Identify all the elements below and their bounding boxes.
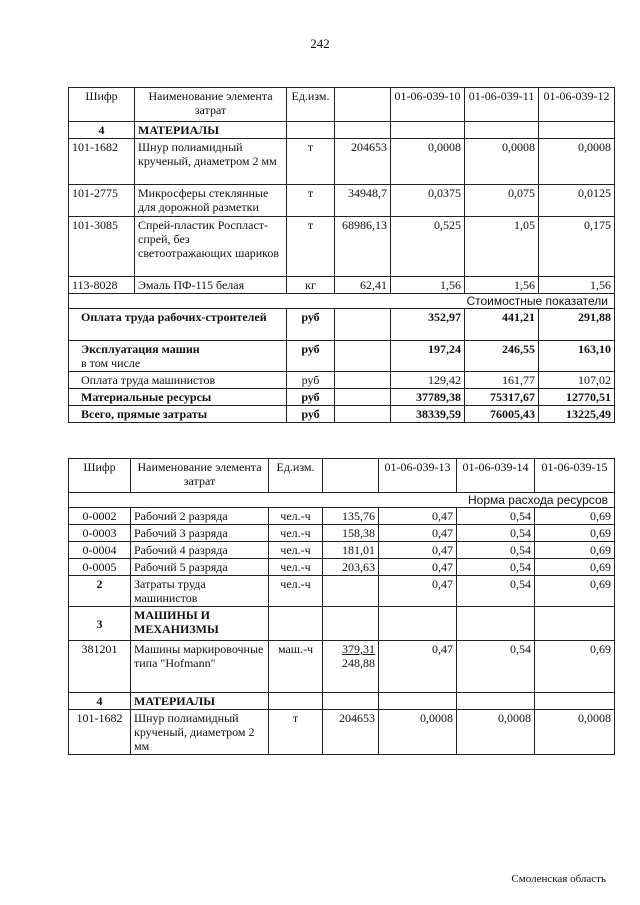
value-2: 441,21 (465, 309, 539, 341)
page-number: 242 (310, 36, 330, 51)
worker-price: 181,01 (323, 542, 379, 559)
section-number: 4 (69, 122, 135, 139)
section-number: 3 (69, 607, 131, 641)
section-title: МАТЕРИАЛЫ (135, 122, 287, 139)
cost-unit: руб (287, 372, 335, 389)
table-row (69, 508, 615, 525)
value-2: 1,05 (465, 217, 539, 277)
value-3: 0,69 (535, 641, 615, 693)
machine-price-1: 379,31 (342, 642, 375, 656)
value-2: 0,54 (457, 559, 535, 576)
value-2: 1,56 (465, 277, 539, 294)
value-1: 1,56 (391, 277, 465, 294)
value-3: 107,02 (539, 372, 615, 389)
material-unit: т (287, 139, 335, 185)
table-row (69, 542, 615, 559)
table-row (69, 525, 615, 542)
machinists-name: Затраты труда машинистов (131, 576, 269, 607)
value-3: 0,69 (535, 508, 615, 525)
value-2: 246,55 (465, 341, 539, 372)
header-col-15: 01-06-039-15 (535, 459, 615, 493)
value-3: 0,0008 (539, 139, 615, 185)
value-3: 0,69 (535, 576, 615, 607)
cost-subtitle: в том числе (81, 356, 141, 370)
worker-unit: чел.-ч (269, 542, 323, 559)
material-unit: т (287, 217, 335, 277)
value-3: 0,69 (535, 542, 615, 559)
table-2 (68, 458, 615, 755)
value-1: 37789,38 (391, 389, 465, 406)
value-1: 0,47 (379, 576, 457, 607)
worker-code: 0-0003 (69, 525, 131, 542)
header-price (335, 88, 391, 122)
material-price: 62,41 (335, 277, 391, 294)
table-1 (68, 87, 615, 423)
value-3: 291,88 (539, 309, 615, 341)
value-3: 163,10 (539, 341, 615, 372)
material-code: 101-1682 (69, 139, 135, 185)
table-row (69, 389, 615, 406)
footer-region: Смоленская область (511, 873, 606, 885)
section-row (69, 607, 615, 641)
table-row (69, 139, 615, 185)
worker-unit: чел.-ч (269, 508, 323, 525)
table-row (69, 641, 615, 693)
section-row (69, 122, 615, 139)
section-title: МАШИНЫ И МЕХАНИЗМЫ (131, 607, 269, 641)
material-code: 101-1682 (69, 710, 131, 755)
section-row (69, 693, 615, 710)
value-2: 0,075 (465, 185, 539, 217)
machine-code: 381201 (69, 641, 131, 693)
section-title: МАТЕРИАЛЫ (131, 693, 269, 710)
cost-unit: руб (287, 389, 335, 406)
value-2: 76005,43 (465, 406, 539, 423)
machinists-code: 2 (69, 576, 131, 607)
worker-code: 0-0005 (69, 559, 131, 576)
band-row (69, 493, 615, 508)
value-2: 0,0008 (457, 710, 535, 755)
worker-code: 0-0002 (69, 508, 131, 525)
header-code: Шифр (69, 459, 131, 493)
material-code: 101-3085 (69, 217, 135, 277)
cost-name: Оплата труда рабочих-строителей (69, 309, 287, 341)
material-name: Спрей-пластик Роспласт-спрей, без светоотражающих шариков (135, 217, 287, 277)
header-code: Шифр (69, 88, 135, 122)
value-3: 12770,51 (539, 389, 615, 406)
material-name: Шнур полиамидный крученый, диаметром 2 мм (131, 710, 269, 755)
value-1: 0,47 (379, 559, 457, 576)
header-unit: Ед.изм. (287, 88, 335, 122)
worker-name: Рабочий 5 разряда (131, 559, 269, 576)
header-col-12: 01-06-039-12 (539, 88, 615, 122)
table-row (69, 710, 615, 755)
table-row (69, 372, 615, 389)
worker-name: Рабочий 2 разряда (131, 508, 269, 525)
table-row (69, 277, 615, 294)
table-row (69, 341, 615, 372)
value-1: 352,97 (391, 309, 465, 341)
machine-price-2: 248,88 (342, 656, 375, 670)
value-1: 0,0008 (391, 139, 465, 185)
worker-code: 0-0004 (69, 542, 131, 559)
material-price: 204653 (323, 710, 379, 755)
cost-name: Всего, прямые затраты (69, 406, 287, 423)
value-2: 0,54 (457, 525, 535, 542)
value-1: 0,0008 (379, 710, 457, 755)
worker-unit: чел.-ч (269, 525, 323, 542)
value-2: 0,54 (457, 576, 535, 607)
worker-price: 203,63 (323, 559, 379, 576)
material-name: Микросферы стеклянные для дорожной разметки (135, 185, 287, 217)
cost-indicators-label: Стоимостные показатели (69, 294, 615, 309)
table-row (69, 185, 615, 217)
value-1: 129,42 (391, 372, 465, 389)
band-row (69, 294, 615, 309)
value-3: 0,69 (535, 559, 615, 576)
cost-name: Эксплуатация машин (81, 342, 200, 356)
value-1: 38339,59 (391, 406, 465, 423)
material-price: 68986,13 (335, 217, 391, 277)
cost-unit: руб (287, 406, 335, 423)
material-code: 101-2775 (69, 185, 135, 217)
value-3: 0,175 (539, 217, 615, 277)
cost-unit: руб (287, 309, 335, 341)
material-name: Шнур полиамидный крученый, диаметром 2 мм (135, 139, 287, 185)
header-price (323, 459, 379, 493)
value-2: 75317,67 (465, 389, 539, 406)
resource-norm-label: Норма расхода ресурсов (69, 493, 615, 508)
machinists-unit: чел.-ч (269, 576, 323, 607)
cost-name: Оплата труда машинистов (69, 372, 287, 389)
material-unit: т (269, 710, 323, 755)
value-2: 0,54 (457, 508, 535, 525)
value-2: 0,0008 (465, 139, 539, 185)
value-1: 197,24 (391, 341, 465, 372)
value-1: 0,47 (379, 542, 457, 559)
worker-unit: чел.-ч (269, 559, 323, 576)
cost-unit: руб (287, 341, 335, 372)
header-unit: Ед.изм. (269, 459, 323, 493)
value-1: 0,525 (391, 217, 465, 277)
value-2: 0,54 (457, 641, 535, 693)
header-row (69, 88, 615, 122)
value-1: 0,47 (379, 525, 457, 542)
material-unit: т (287, 185, 335, 217)
material-price: 34948,7 (335, 185, 391, 217)
header-col-13: 01-06-039-13 (379, 459, 457, 493)
value-3: 0,0008 (535, 710, 615, 755)
table-row (69, 309, 615, 341)
value-3: 13225,49 (539, 406, 615, 423)
section-number: 4 (69, 693, 131, 710)
table-row (69, 217, 615, 277)
material-name: Эмаль ПФ-115 белая (135, 277, 287, 294)
machine-unit: маш.-ч (269, 641, 323, 693)
header-col-10: 01-06-039-10 (391, 88, 465, 122)
cost-name: Материальные ресурсы (69, 389, 287, 406)
material-price: 204653 (335, 139, 391, 185)
table-row (69, 576, 615, 607)
value-2: 0,54 (457, 542, 535, 559)
value-2: 161,77 (465, 372, 539, 389)
header-col-14: 01-06-039-14 (457, 459, 535, 493)
table-row (69, 559, 615, 576)
value-3: 0,69 (535, 525, 615, 542)
value-1: 0,47 (379, 508, 457, 525)
header-name: Наименование элемента затрат (135, 88, 287, 122)
value-1: 0,0375 (391, 185, 465, 217)
header-col-11: 01-06-039-11 (465, 88, 539, 122)
value-3: 1,56 (539, 277, 615, 294)
material-code: 113-8028 (69, 277, 135, 294)
machine-name: Машины маркировочные типа "Hofmann" (131, 641, 269, 693)
value-1: 0,47 (379, 641, 457, 693)
table-row (69, 406, 615, 423)
worker-price: 158,38 (323, 525, 379, 542)
header-row (69, 459, 615, 493)
worker-price: 135,76 (323, 508, 379, 525)
header-name: Наименование элемента затрат (131, 459, 269, 493)
worker-name: Рабочий 3 разряда (131, 525, 269, 542)
worker-name: Рабочий 4 разряда (131, 542, 269, 559)
value-3: 0,0125 (539, 185, 615, 217)
material-unit: кг (287, 277, 335, 294)
